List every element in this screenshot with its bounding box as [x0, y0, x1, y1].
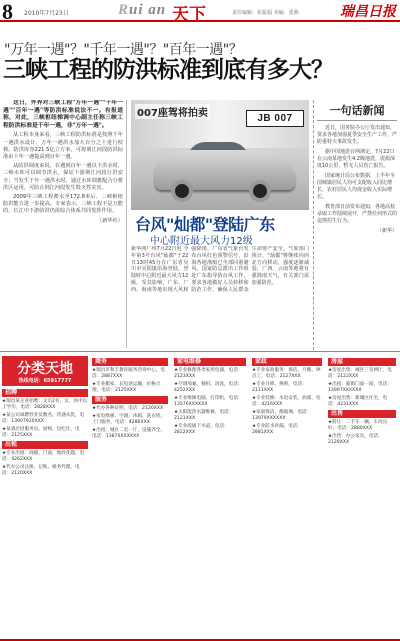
classified-ad: ★专业维修电脑、打印机，电话：13576XXXXXX — [174, 396, 243, 407]
brief-news-item: 近日，国务院办公厅发出通知，要求各地加强夏季安全生产工作，严防重特大事故发生。 — [317, 125, 397, 145]
classified-category: 出售 — [328, 410, 396, 418]
classified-column-2 — [90, 356, 170, 639]
main-story-lead: 这日，外界对三峡工程"万年一遇""千年一遇""百年一遇"等防洪标准说法不一。有报道称，对此，三峡枢纽梯调中心副主任称三峡工程防洪标准是千年一遇，非"万年一遇"。 — [3, 100, 123, 129]
classified-ad: ★瑞昌某企业招聘：文员2名，女，高中以上学历，电话：2828XXX — [2, 399, 88, 410]
classified-ads — [328, 368, 396, 408]
brief-news-item: 国家统计局公布数据，上半年全国城镇居民人均可支配收入同比增长，农村居民人均现金收入实际增长。 — [317, 173, 396, 200]
classified-ad: ★代办公司注册、记账、税务代理，电话：2120XXX — [2, 465, 80, 476]
photo-caption: 007座驾将拍卖 — [135, 104, 210, 119]
classified-ad: ★专业搬家，长短途运输，价格合理，电话：2125XXX — [92, 382, 161, 393]
masthead — [0, 0, 400, 25]
classified-title: 分类天地 — [17, 361, 73, 377]
section-latin — [118, 2, 166, 19]
license-plate: JB 007 — [246, 110, 304, 127]
classified-category: 服务 — [92, 396, 168, 404]
section-latin-r: R — [118, 2, 130, 18]
classified-ad: ★瑞昌市和丰教育服务咨询中心，电话：2887XXX — [92, 368, 166, 379]
classified-ad: ★专业疏通下水道，电话：2822XXX — [174, 424, 229, 435]
brief-news-sidebar — [313, 100, 397, 350]
brief-news-source: （新华） — [376, 228, 397, 234]
classified-ad: ★转让：二手车一辆，车况良好，电话：2880XXX — [328, 420, 388, 431]
main-story-body — [3, 100, 127, 348]
classified-ad: ★房屋出售：新城区住宅，电话：4231XXX — [328, 396, 388, 407]
classified-category: 出租 — [2, 441, 88, 449]
classified-column-3 — [172, 356, 248, 639]
classified-ads — [92, 368, 168, 394]
classified-ad: ★专业修理各类家用电器，电话：2123XXX — [174, 368, 243, 379]
section-name: 天下 — [172, 5, 206, 25]
main-subhead: "万年一遇"？"千年一遇"？"百年一遇"？ — [4, 42, 243, 58]
classified-ad: ★出租：临街门面一间，电话：13907XXXXXX — [328, 382, 392, 393]
typhoon-subhead: 中心附近最大风力12级 — [150, 236, 253, 247]
classified-ad: ★家庭保洁、擦玻璃，电话：13979XXXXXX — [252, 410, 312, 421]
classified-ad: ★空调加氟、移机、清洗，电话：4252XXX — [174, 382, 243, 393]
main-headline: 三峡工程的防洪标准到底有多大？ — [3, 57, 333, 83]
main-story-paragraph: 从防洪调度来说，在遇到百年一遇以下洪水时，三峡水库可以调节洪水，保证下游荆江河段行洪安全；当发生千年一遇洪水时，通过水库调蓄配合分蓄洪区运用，可防止荆江河段发生毁灭性灾害。 — [3, 163, 123, 191]
classified-ad: ★家电维修：空调、冰箱、洗衣机，上门服务，电话：4286XXX — [92, 414, 166, 425]
car-wheel — [249, 180, 271, 202]
editor-credits: 责任编辑：张振福 美编：张燕 — [232, 10, 299, 16]
main-story-source: （新华社） — [97, 217, 123, 224]
brief-news-item: 教育部日前发布通知，各地高校录取工作陆续展开，严禁任何形式的违规招生行为。 — [317, 204, 397, 224]
classified-ad: ★专业出租：商铺、门面，地段优越，电话：4262XXX — [2, 451, 85, 462]
typhoon-headline: 台风"灿都"登陆广东 — [135, 215, 275, 234]
classified-promo-banner — [2, 356, 88, 386]
brief-news-title: 一句话新闻 — [317, 102, 397, 121]
section-latin-rest: ui an — [129, 2, 167, 18]
main-story-paragraph: 从工程本身来看，三峡工程防洪标准是按照千年一遇洪水设计，万年一遇洪水加大百分之十进行校核。防洪库容221.5亿立方米，可将荆江河段防洪标准由十年一遇提高到百年一遇。 — [3, 132, 123, 160]
classified-ad: ★出租：城区二室一厅，设施齐全，电话：13870XXXXXX — [92, 428, 166, 439]
classified-category: 家政 — [252, 358, 322, 366]
classified-ad: ★专业开锁、换锁，电话：2111XXX — [252, 382, 307, 393]
classified-ad: ★专业防水补漏，电话：2881XXX — [252, 424, 303, 435]
classified-ad: ★太阳能热水器维修，电话：2121XXX — [174, 410, 234, 421]
classified-ad: ★专业装修：水电安装、油漆，电话：4216XXX — [252, 396, 321, 407]
car-wheel — [171, 180, 193, 202]
news-photo-car — [131, 100, 309, 210]
typhoon-story-body: 新华网广州7月22日电 今年第3号台风"灿都"于22日13时45分在广东省吴川市吴阳镇沿海登陆，登陆时中心附近最大风力12级。受其影响，广东、广西、海南等地出现大风和强降雨。广东省气象台发布台风红色预警信号，沿海各地渔船已全部回港避风。国家防总派出工作组赴广东指导防台风工作，要求各地做好人员转移和防范工作，确保人民群众生命财产安全。气象部门预计，"灿都"将继续向西北方向移动，强度逐渐减弱，广西、云南等地将有强降雨天气，有关部门需加强防范。 — [131, 246, 309, 293]
classified-ad: ★专业家政服务：保洁、月嫂、钟点工，电话：2127XXX — [252, 368, 321, 379]
section-divider — [0, 351, 400, 352]
classified-ads — [92, 406, 168, 440]
classified-ad: ★房屋出售：城区三室两厅，电话：2122XXX — [328, 368, 392, 379]
newspaper-brand-logo: 瑞昌日报 — [340, 4, 396, 20]
classified-ads — [2, 399, 88, 439]
classified-ad: ★某公司诚聘营业员数名，待遇从优，电话：13907920XXX — [2, 413, 85, 424]
classified-column-5 — [326, 356, 398, 639]
classified-ads — [252, 368, 322, 436]
main-story-paragraph: 2009年三峡工程蓄水至172.8米后，三峡枢纽防洪能力进一步提高。专家表示，三峡工程不是万能的，长江中下游防洪仍需综合体系共同发挥作用。 — [3, 194, 123, 215]
classified-hotline: 热线电话：65917777 — [18, 378, 72, 384]
page-number: 8 — [2, 0, 13, 24]
classified-ads — [2, 451, 88, 477]
classified-ads — [328, 420, 396, 446]
classified-category: 房屋 — [328, 358, 396, 366]
classified-ads — [174, 368, 246, 436]
issue-date: 2010年7月23日 — [24, 10, 69, 17]
classified-category: 家电维修 — [174, 358, 246, 366]
classified-category: 商务 — [92, 358, 168, 366]
classified-category: 招聘 — [2, 389, 88, 397]
classified-ad: ★出售：办公家具，电话：2129XXX — [328, 434, 383, 445]
classified-column-4 — [250, 356, 324, 639]
brief-news-item: 据中国地震台网测定，7月22日在云南某地发生4.2级地震，震源深度10公里，暂无人员伤亡报告。 — [317, 149, 395, 169]
classified-ad: ★代办各种证照，电话：2126XXX — [92, 406, 164, 411]
classified-column-1 — [2, 356, 88, 639]
classified-ad: ★某酒店招服务员、厨师，包吃住，电话：2125XXX — [2, 427, 80, 438]
